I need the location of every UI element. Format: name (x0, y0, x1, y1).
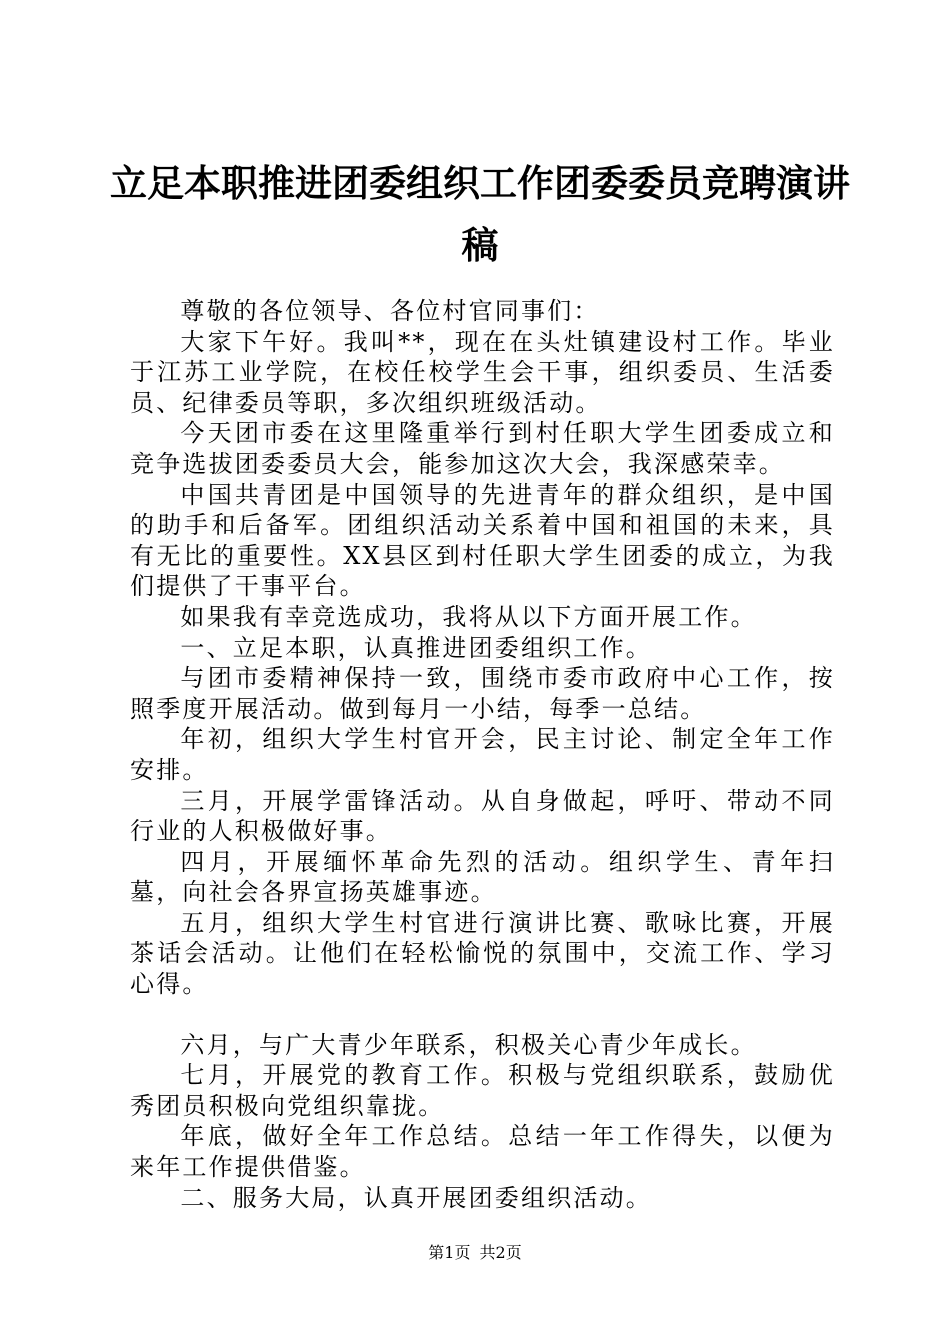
page-number: 第1页 (428, 1243, 471, 1262)
paragraph: 今天团市委在这里隆重举行到村任职大学生团委成立和竞争选拔团委委员大会，能参加这次大会，我深感荣幸。 (130, 419, 835, 478)
paragraph: 与团市委精神保持一致，围绕市委市政府中心工作，按照季度开展活动。做到每月一小结，每季一总结。 (130, 664, 835, 723)
paragraph: 中国共青团是中国领导的先进青年的群众组织，是中国的助手和后备军。团组织活动关系着中国和祖国的未来，具有无比的重要性。XX县区到村任职大学生团委的成立，为我们提供了干事平台。 (130, 480, 835, 601)
section-heading: 二、服务大局，认真开展团委组织活动。 (180, 1183, 652, 1212)
paragraph: 四月，开展缅怀革命先烈的活动。组织学生、青年扫墓，向社会各界宣扬英雄事迹。 (130, 847, 835, 907)
paragraph: 如果我有幸竞选成功，我将从以下方面开展工作。 (180, 602, 757, 631)
page-footer (0, 1243, 950, 1263)
page-total: 共2页 (479, 1243, 522, 1262)
document-body (130, 296, 835, 1213)
paragraph-salutation: 尊敬的各位领导、各位村官同事们： (180, 297, 600, 325)
paragraph: 年底，做好全年工作总结。总结一年工作得失，以便为来年工作提供借鉴。 (130, 1122, 835, 1182)
document-title: 立足本职推进团委组织工作团委委员竞聘演讲稿 (110, 161, 850, 267)
paragraph: 五月，组织大学生村官进行演讲比赛、歌咏比赛，开展茶话会活动。让他们在轻松愉悦的氛围中，交流工作、学习心得。 (130, 908, 835, 999)
paragraph: 三月，开展学雷锋活动。从自身做起，呼吁、带动不同行业的人积极做好事。 (130, 786, 835, 846)
paragraph: 大家下午好。我叫**，现在在头灶镇建设村工作。毕业于江苏工业学院，在校任校学生会干事，组织委员、生活委员、纪律委员等职，多次组织班级活动。 (130, 327, 835, 417)
paragraph: 六月，与广大青少年联系，积极关心青少年成长。 (180, 1030, 757, 1059)
section-heading: 一、立足本职，认真推进团委组织工作。 (180, 633, 652, 662)
paragraph: 年初，组织大学生村官开会，民主讨论、制定全年工作安排。 (130, 725, 835, 784)
paragraph: 七月，开展党的教育工作。积极与党组织联系，鼓励优秀团员积极向党组织靠拢。 (130, 1061, 835, 1120)
